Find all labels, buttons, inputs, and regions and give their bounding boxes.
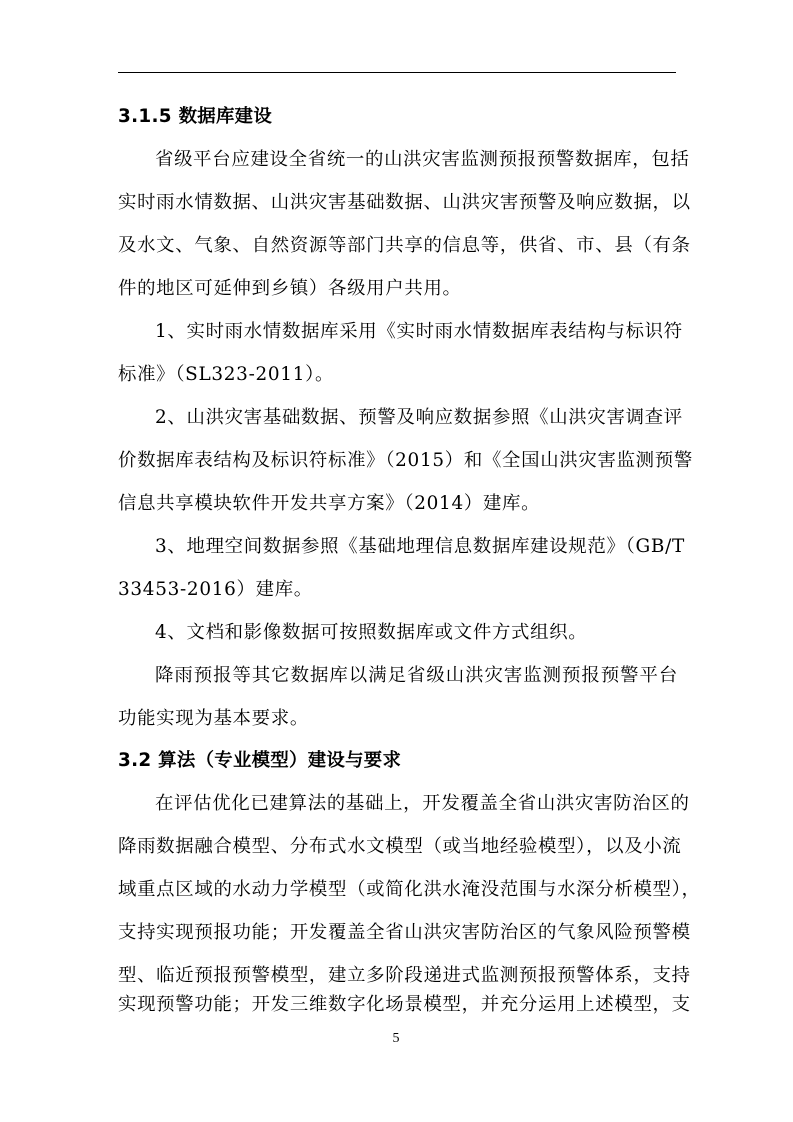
paragraph-line: 域重点区域的水动力学模型（或简化洪水淹没范围与水深分析模型）， xyxy=(118,879,701,900)
list-item-line: 标准》（SL323-2011）。 xyxy=(118,364,335,385)
list-item-line: 信息共享模块软件开发共享方案》（2014）建库。 xyxy=(118,493,541,514)
paragraph-line: 件的地区可延伸到乡镇）各级用户共用。 xyxy=(118,278,462,299)
paragraph-line: 实时雨水情数据、山洪灾害基础数据、山洪灾害预警及响应数据，以 xyxy=(118,192,691,213)
page-number: 5 xyxy=(392,1031,400,1046)
paragraph-line: 支持实现预报功能；开发覆盖全省山洪灾害防治区的气象风险预警模 xyxy=(118,922,691,943)
paragraph-line: 型、临近预报预警模型，建立多阶段递进式监测预报预警体系，支持 xyxy=(118,965,691,986)
paragraph-line: 及水文、气象、自然资源等部门共享的信息等，供省、市、县（有条 xyxy=(118,235,691,256)
paragraph-line: 降雨预报等其它数据库以满足省级山洪灾害监测预报预警平台 xyxy=(155,665,678,686)
list-item-line: 3、地理空间数据参照《基础地理信息数据库建设规范》（GB/T xyxy=(155,536,685,557)
list-item-line: 2、山洪灾害基础数据、预警及响应数据参照《山洪灾害调查评 xyxy=(155,407,683,428)
paragraph-line: 功能实现为基本要求。 xyxy=(118,708,309,729)
paragraph-line: 在评估优化已建算法的基础上，开发覆盖全省山洪灾害防治区的 xyxy=(155,793,690,814)
list-item-line: 价数据库表结构及标识符标准》（2015）和《全国山洪灾害监测预警 xyxy=(118,450,693,471)
list-item-line: 33453-2016）建库。 xyxy=(118,579,313,600)
header-rule xyxy=(118,72,676,73)
section-heading-3-2: 3.2 算法（专业模型）建设与要求 xyxy=(118,750,402,771)
paragraph-line: 降雨数据融合模型、分布式水文模型（或当地经验模型），以及小流 xyxy=(118,836,682,857)
paragraph-line: 省级平台应建设全省统一的山洪灾害监测预报预警数据库，包括 xyxy=(155,149,690,170)
paragraph-line: 实现预警功能；开发三维数字化场景模型，并充分运用上述模型，支 xyxy=(118,994,691,1015)
list-item-line: 4、文档和影像数据可按照数据库或文件方式组织。 xyxy=(155,622,588,643)
section-heading-3-1-5: 3.1.5 数据库建设 xyxy=(118,106,273,127)
list-item-line: 1、实时雨水情数据库采用《实时雨水情数据库表结构与标识符 xyxy=(155,321,683,342)
